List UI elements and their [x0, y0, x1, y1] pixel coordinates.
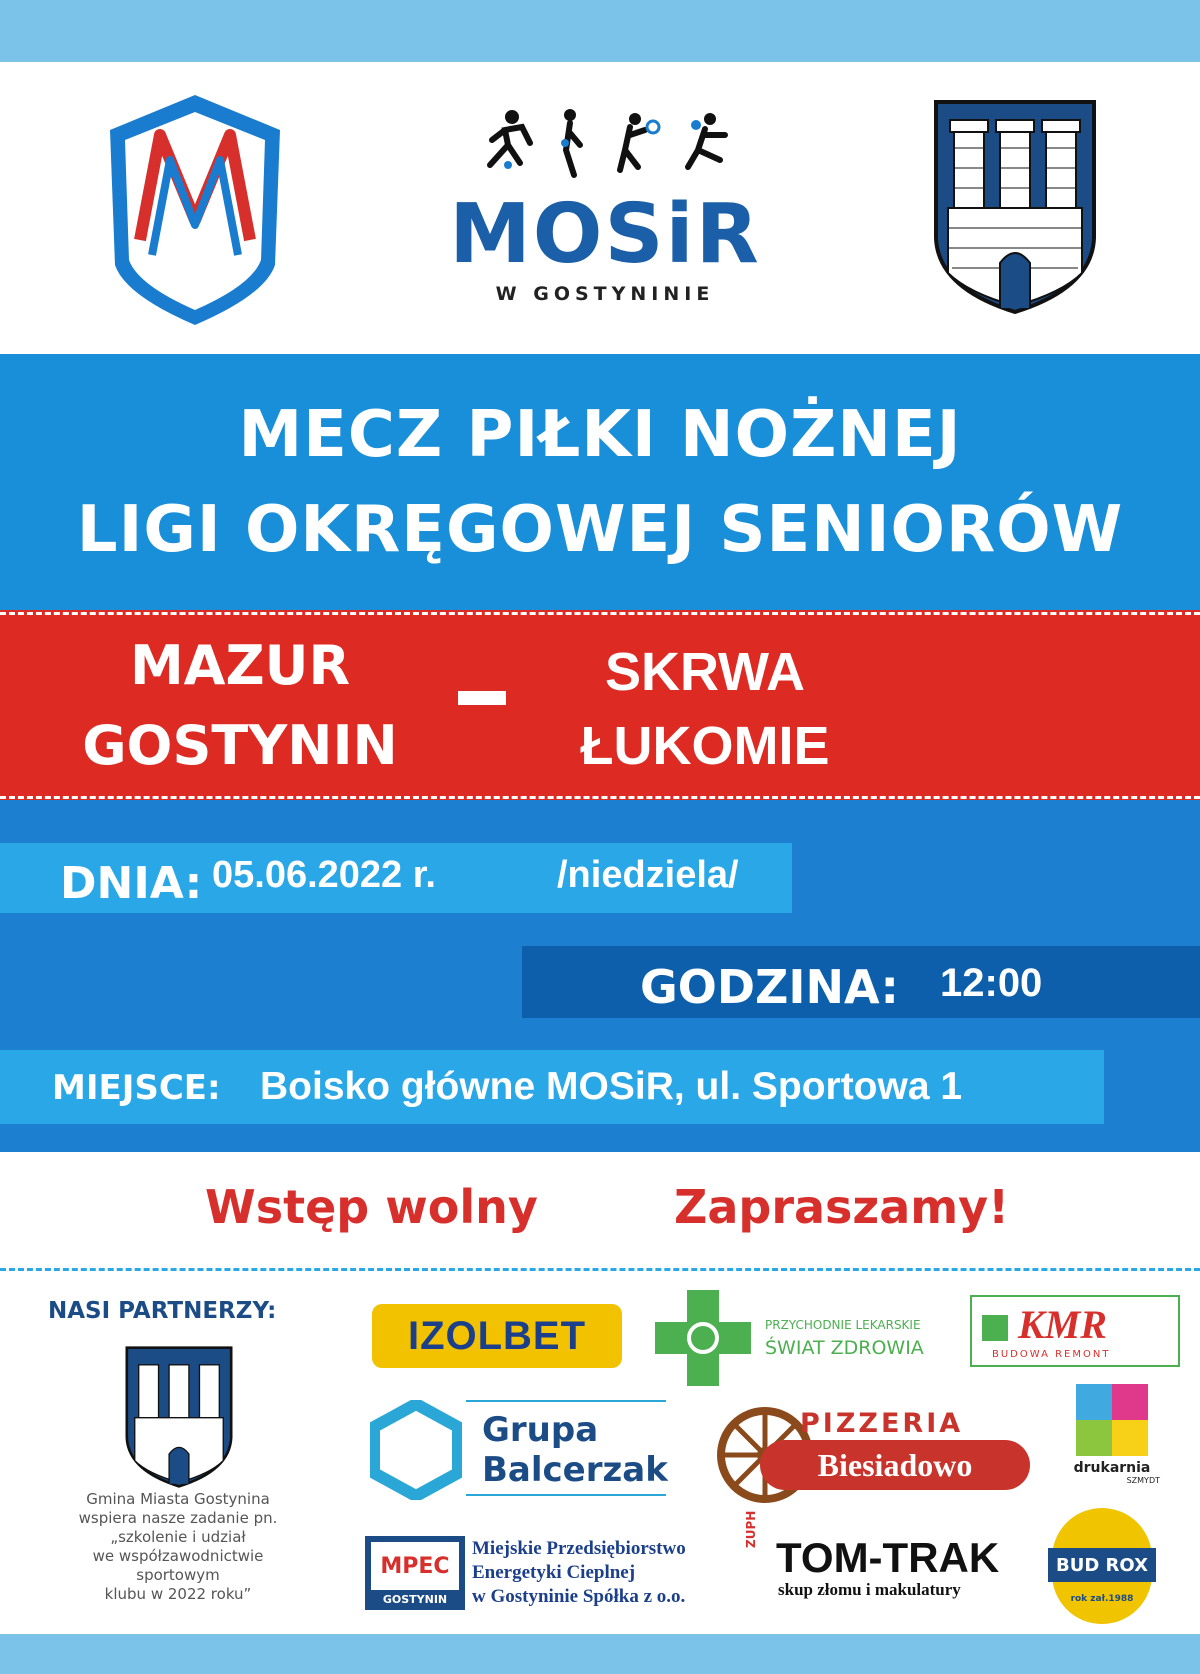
- kmr-green-block-icon: [982, 1315, 1008, 1341]
- budrox-text: BUD ROX: [1056, 1554, 1148, 1576]
- home-team-line-1: MAZUR: [129, 634, 351, 697]
- bottom-bar: [0, 1634, 1200, 1674]
- time-value: 12:00: [940, 961, 1043, 1005]
- gostynin-small-coat-of-arms-logo: [124, 1345, 234, 1489]
- gmina-line: wspiera nasze zadanie pn.: [78, 1509, 278, 1527]
- mpec-line-3: w Gostyninie Spółka z o.o.: [472, 1586, 686, 1607]
- budrox-sub: rok zał.1988: [1070, 1594, 1134, 1604]
- mpec-sub-text: GOSTYNIN: [382, 1593, 448, 1606]
- day-value: /niedziela/: [557, 854, 739, 896]
- kmr-text: KMR: [1018, 1302, 1107, 1347]
- title-band: [0, 354, 1200, 610]
- drukarnia-label: drukarnia: [1073, 1460, 1151, 1476]
- gmina-line: klubu w 2022 roku”: [104, 1585, 252, 1603]
- mpec-line-1: Miejskie Przedsiębiorstwo: [472, 1538, 686, 1559]
- kmr-sub-text: BUDOWA REMONT: [992, 1349, 1111, 1360]
- mosir-logo-text: MOSiR: [449, 187, 761, 282]
- title-line-2: LIGI OKRĘGOWEJ SENIORÓW: [76, 493, 1124, 567]
- mosir-shield-logo: [100, 90, 290, 330]
- drukarnia-puzzle-icon: [1076, 1384, 1148, 1456]
- sport-pictograms-icon: [470, 105, 740, 180]
- izolbet-text: IZOLBET: [407, 1313, 587, 1358]
- pizzeria-label: PIZZERIA: [800, 1408, 964, 1439]
- budrox-logo: [1052, 1508, 1152, 1624]
- swiat-zdrowia-line-1: PRZYCHODNIE LEKARSKIE: [765, 1318, 921, 1332]
- footer-dashed-line: [0, 1268, 1200, 1271]
- gmina-line: „szkolenie i udział: [110, 1528, 246, 1546]
- partners-title: NASI PARTNERZY:: [48, 1298, 277, 1324]
- tomtrak-sub: skup złomu i makulatury: [778, 1580, 961, 1599]
- gmina-line: we współzawodnictwie: [92, 1547, 264, 1565]
- swiat-zdrowia-line-2: ŚWIAT ZDROWIA: [765, 1337, 924, 1359]
- gostynin-coat-of-arms-logo: [932, 98, 1098, 316]
- tomtrak-prefix: ZUPH: [744, 1510, 758, 1548]
- away-team-line-1: SKRWA: [604, 642, 806, 702]
- gmina-line: Gmina Miasta Gostynina: [86, 1490, 270, 1508]
- gmina-support-text: [48, 1490, 308, 1604]
- gmina-line: sportowym: [136, 1566, 220, 1584]
- home-team-line-2: GOSTYNIN: [82, 714, 398, 777]
- teams-top-dashed-line: [0, 612, 1200, 615]
- time-label: GODZINA:: [640, 960, 899, 1014]
- mpec-logo-text: MPEC: [380, 1553, 450, 1579]
- drukarnia-sub: SZMYDT: [1126, 1476, 1160, 1485]
- entry-text: Wstęp wolny: [205, 1180, 538, 1234]
- tomtrak-text: TOM-TRAK: [776, 1534, 1000, 1581]
- place-label: MIEJSCE:: [52, 1068, 221, 1108]
- top-bar: [0, 0, 1200, 62]
- place-value: Boisko główne MOSiR, ul. Sportowa 1: [260, 1065, 963, 1108]
- balcerzak-hexagon-icon: [370, 1400, 462, 1500]
- balcerzak-line-1: Grupa: [482, 1410, 599, 1450]
- mosir-subtitle: W GOSTYNINIE: [495, 283, 715, 305]
- date-value: 05.06.2022 r.: [212, 854, 436, 896]
- kmr-logo: [970, 1295, 1180, 1367]
- biesiadowo-badge: [760, 1440, 1030, 1490]
- versus-dash: [458, 691, 506, 705]
- balcerzak-line-2: Balcerzak: [482, 1450, 668, 1490]
- date-label: DNIA:: [60, 858, 203, 909]
- teams-bottom-dashed-line: [0, 796, 1200, 799]
- mpec-line-2: Energetyki Cieplnej: [472, 1562, 636, 1583]
- mpec-logo: [365, 1536, 465, 1610]
- title-line-1: MECZ PIŁKI NOŻNEJ: [238, 398, 962, 472]
- invite-text: Zapraszamy!: [674, 1180, 1010, 1234]
- izolbet-logo: [372, 1304, 622, 1368]
- green-cross-icon: [655, 1290, 751, 1386]
- biesiadowo-text: Biesiadowo: [817, 1446, 973, 1483]
- away-team-line-2: ŁUKOMIE: [580, 716, 830, 776]
